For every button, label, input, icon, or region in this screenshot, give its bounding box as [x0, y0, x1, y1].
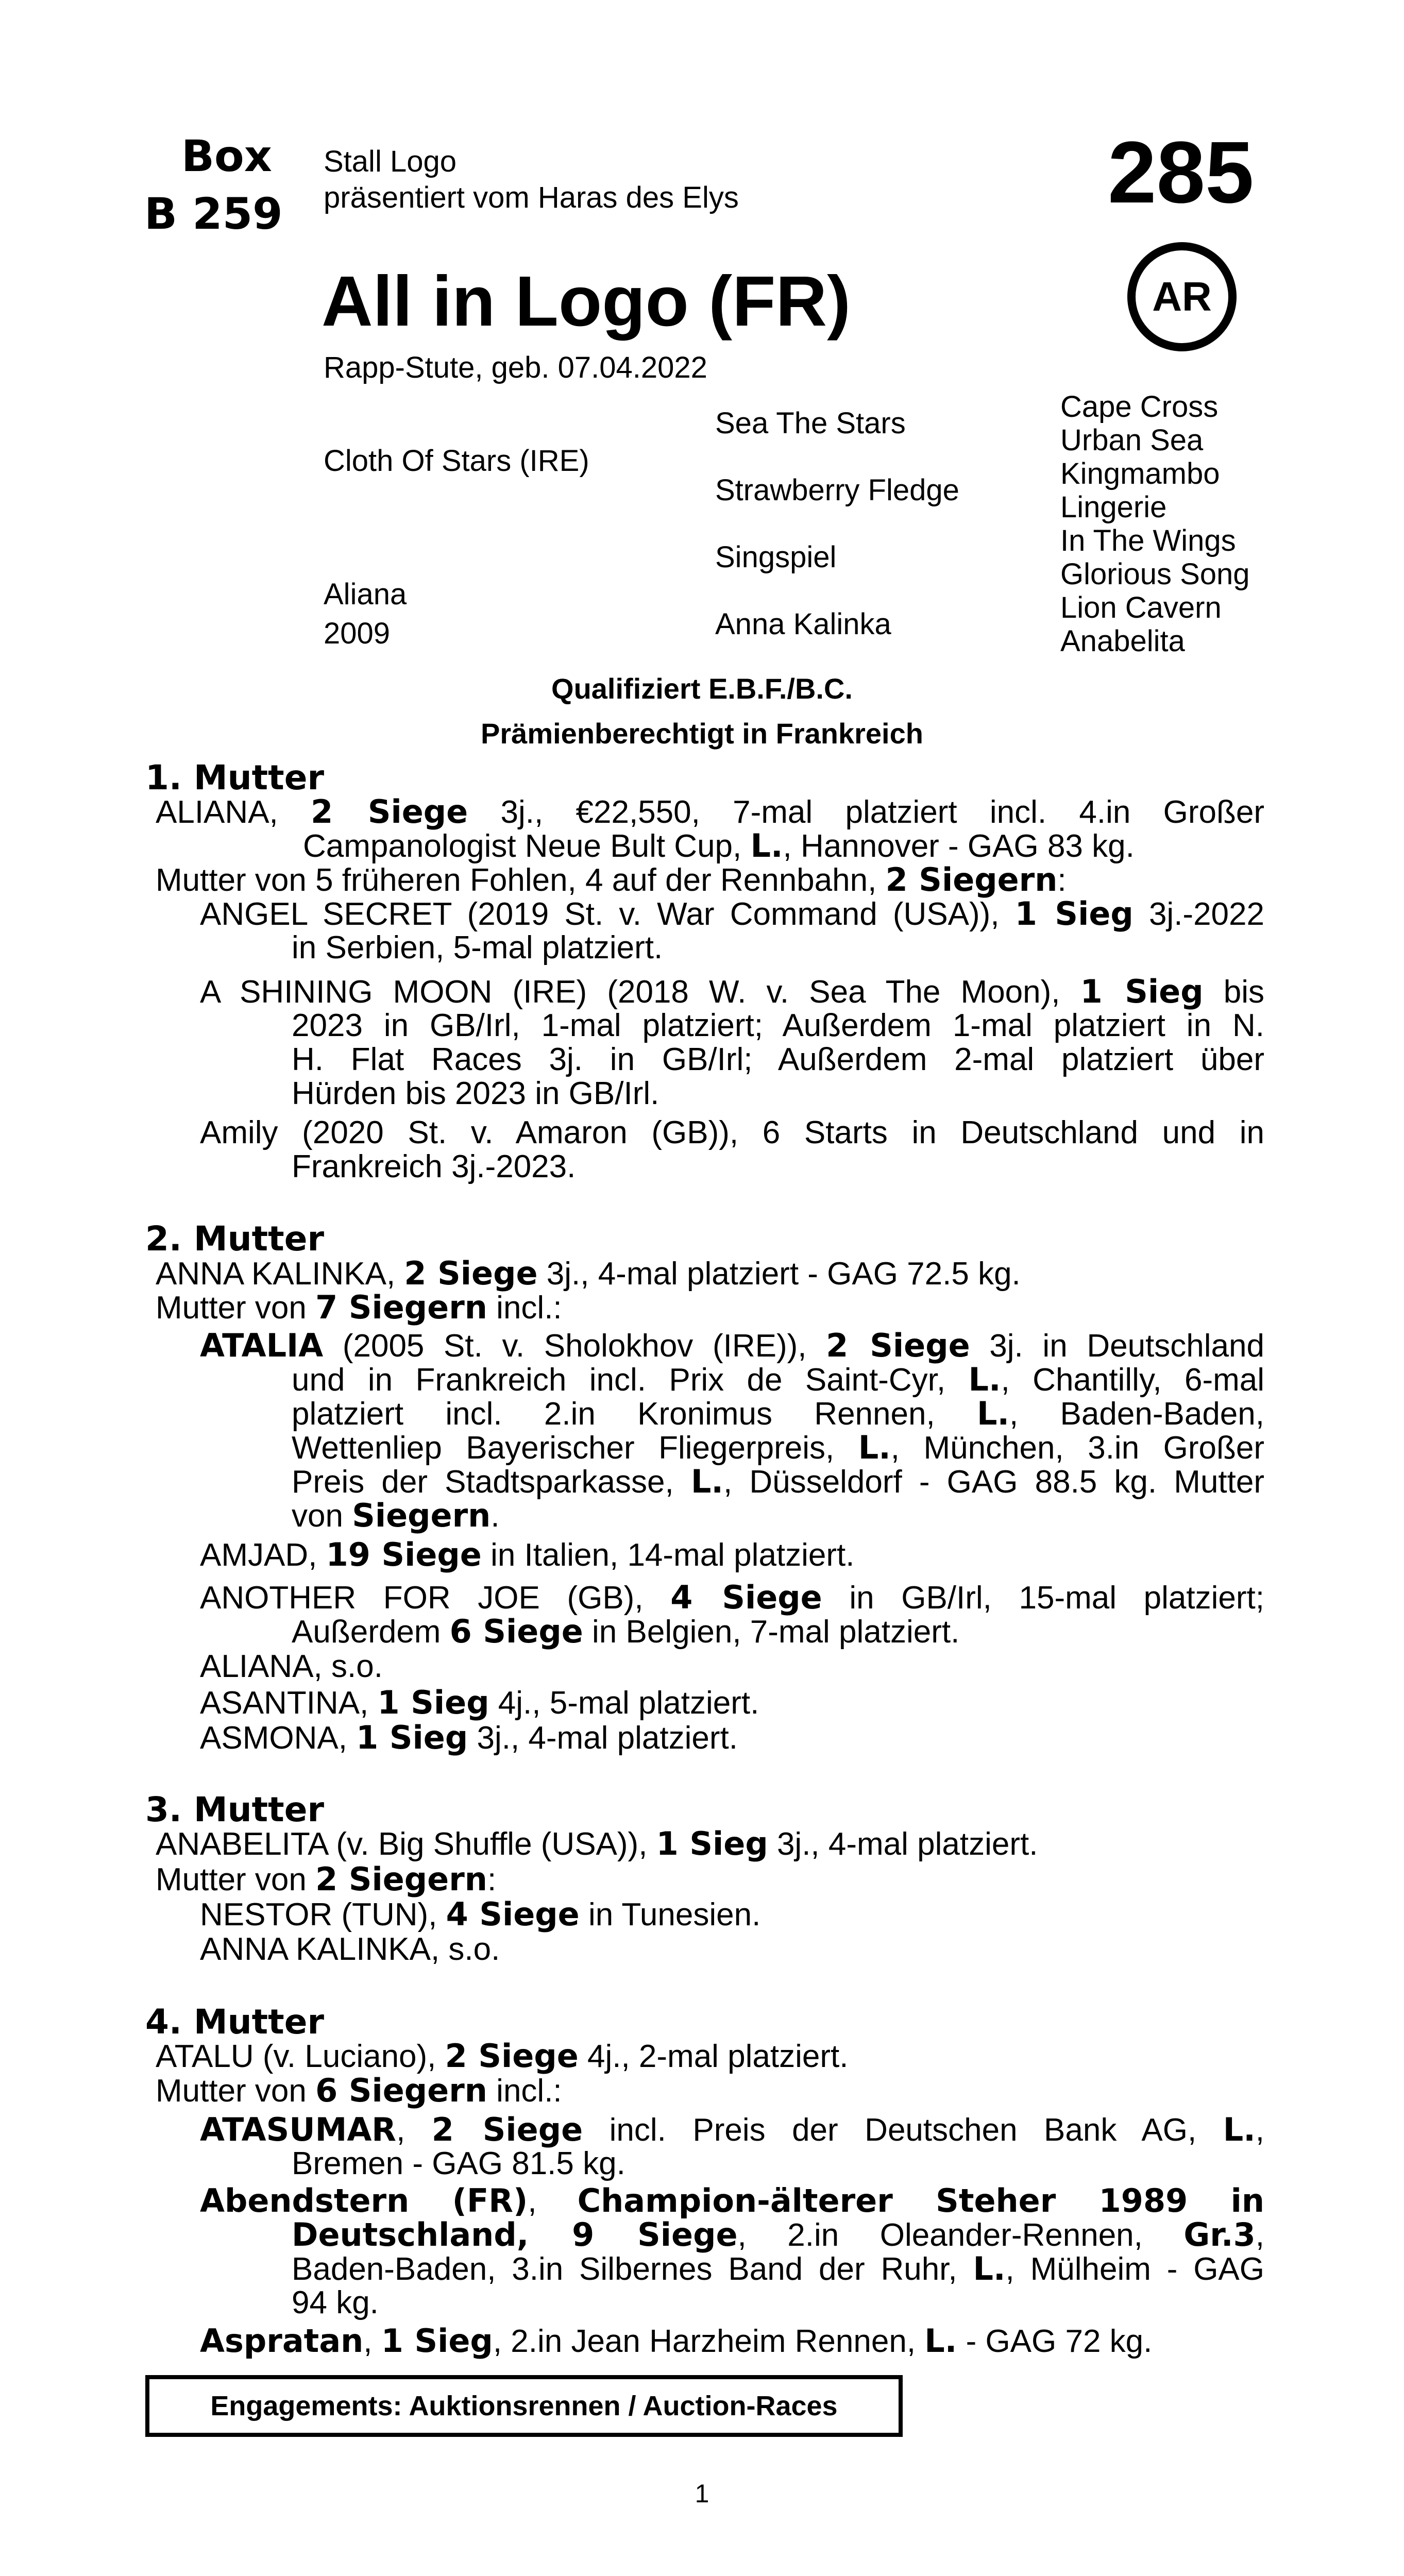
pedigree-great-grandparent: In The Wings	[1060, 524, 1236, 557]
text-line: Mutter von 7 Siegern incl.:	[156, 1289, 562, 1326]
horse-name: All in Logo (FR)	[322, 262, 851, 341]
text-line: 94 kg.	[292, 2285, 379, 2320]
box-label: Box	[181, 131, 272, 181]
text-line: Hürden bis 2023 in GB/Irl.	[292, 1076, 659, 1111]
text-line: platziert incl. 2.in Kronimus Rennen, L., Baden-Baden,	[292, 1395, 1264, 1432]
section-heading: 1. Mutter	[145, 758, 325, 798]
text-line: Mutter von 5 früheren Fohlen, 4 auf der Rennbahn, 2 Siegern:	[156, 861, 1067, 899]
text-line: H. Flat Races 3j. in GB/Irl; Außerdem 2-mal platziert über	[292, 1042, 1264, 1077]
pedigree-grandparent: Strawberry Fledge	[715, 473, 959, 507]
pedigree-sire: Cloth Of Stars (IRE)	[324, 444, 589, 478]
text-line: Außerdem 6 Siege in Belgien, 7-mal platziert.	[292, 1613, 960, 1650]
text-line: ALIANA, 2 Siege 3j., €22,550, 7-mal platziert incl. 4.in Großer	[156, 793, 1264, 831]
pedigree-great-grandparent: Lingerie	[1060, 490, 1167, 524]
qualification-line: Prämienberechtigt in Frankreich	[481, 717, 923, 750]
section-heading: 4. Mutter	[145, 2002, 325, 2042]
text-line: ANOTHER FOR JOE (GB), 4 Siege in GB/Irl, 15-mal platziert;	[200, 1579, 1264, 1616]
text-line: ASMONA, 1 Sieg 3j., 4-mal platziert.	[200, 1719, 738, 1756]
text-line: ANNA KALINKA, 2 Siege 3j., 4-mal platziert - GAG 72.5 kg.	[156, 1255, 1021, 1292]
pedigree-dam-year: 2009	[324, 617, 391, 650]
ar-badge-text: AR	[1152, 274, 1212, 319]
pedigree-grandparent: Singspiel	[715, 540, 837, 574]
pedigree-grandparent: Sea The Stars	[715, 406, 906, 440]
text-line: NESTOR (TUN), 4 Siege in Tunesien.	[200, 1895, 761, 1933]
text-line: Preis der Stadtsparkasse, L., Düsseldorf - GAG 88.5 kg. Mutter	[292, 1463, 1265, 1500]
pedigree-great-grandparent: Lion Cavern	[1060, 591, 1222, 624]
text-line: Abendstern (FR), Champion-älterer Steher 1989 in	[200, 2182, 1264, 2219]
consignor-name: Stall Logo	[324, 145, 456, 178]
text-line: Campanologist Neue Bult Cup, L., Hannover - GAG 83 kg.	[303, 827, 1135, 865]
text-line: Frankreich 3j.-2023.	[292, 1149, 576, 1184]
pedigree-dam: Aliana	[324, 578, 407, 611]
engagements-text: Engagements: Auktionsrennen / Auction-Races	[210, 2391, 838, 2421]
box-number: B 259	[144, 189, 283, 239]
text-line: ANGEL SECRET (2019 St. v. War Command (USA)), 1 Sieg 3j.-2022	[200, 895, 1265, 933]
text-line: A SHINING MOON (IRE) (2018 W. v. Sea The Moon), 1 Sieg bis	[200, 973, 1264, 1010]
text-line: Bremen - GAG 81.5 kg.	[292, 2146, 625, 2181]
pedigree-great-grandparent: Urban Sea	[1060, 423, 1204, 457]
pedigree-grandparent: Anna Kalinka	[715, 607, 891, 641]
text-line: ATASUMAR, 2 Siege incl. Preis der Deutschen Bank AG, L.,	[200, 2111, 1264, 2148]
section-heading: 2. Mutter	[145, 1219, 325, 1259]
pedigree-great-grandparent: Glorious Song	[1060, 557, 1250, 591]
text-line: ATALIA (2005 St. v. Sholokhov (IRE)), 2 Siege 3j. in Deutschland	[200, 1327, 1264, 1364]
lot-number: 285	[1108, 124, 1254, 222]
pedigree-great-grandparent: Anabelita	[1060, 624, 1185, 658]
engagements-box	[145, 2375, 903, 2437]
text-line: ALIANA, s.o.	[200, 1649, 383, 1684]
section-heading: 3. Mutter	[145, 1790, 325, 1829]
text-line: Mutter von 2 Siegern:	[156, 1860, 497, 1898]
ar-badge	[1127, 242, 1237, 351]
text-line: Wettenliep Bayerischer Fliegerpreis, L., München, 3.in Großer	[292, 1429, 1265, 1466]
text-line: ANABELITA (v. Big Shuffle (USA)), 1 Sieg 3j., 4-mal platziert.	[156, 1825, 1038, 1862]
text-line: ASANTINA, 1 Sieg 4j., 5-mal platziert.	[200, 1684, 759, 1721]
horse-description: Rapp-Stute, geb. 07.04.2022	[324, 351, 707, 384]
text-line: Baden-Baden, 3.in Silbernes Band der Ruhr, L., Mülheim - GAG	[292, 2250, 1264, 2287]
page-number: 1	[695, 2479, 709, 2508]
consignor-presenter: präsentiert vom Haras des Elys	[324, 181, 739, 214]
text-line: Mutter von 6 Siegern incl.:	[156, 2072, 562, 2109]
text-line: in Serbien, 5-mal platziert.	[292, 930, 663, 965]
text-line: Amily (2020 St. v. Amaron (GB)), 6 Starts in Deutschland und in	[200, 1115, 1264, 1150]
text-line: und in Frankreich incl. Prix de Saint-Cyr, L., Chantilly, 6-mal	[292, 1361, 1264, 1398]
qualification-line: Qualifiziert E.B.F./B.C.	[551, 672, 853, 705]
text-line: Aspratan, 1 Sieg, 2.in Jean Harzheim Rennen, L. - GAG 72 kg.	[200, 2322, 1153, 2360]
text-line: ANNA KALINKA, s.o.	[200, 1931, 500, 1967]
pedigree-great-grandparent: Cape Cross	[1060, 390, 1219, 423]
text-line: AMJAD, 19 Siege in Italien, 14-mal platziert.	[200, 1536, 855, 1573]
pedigree-great-grandparent: Kingmambo	[1060, 457, 1220, 490]
text-line: ATALU (v. Luciano), 2 Siege 4j., 2-mal platziert.	[156, 2037, 849, 2075]
text-line: von Siegern.	[292, 1497, 500, 1534]
text-line: Deutschland, 9 Siege, 2.in Oleander-Rennen, Gr.3,	[292, 2216, 1264, 2253]
text-line: 2023 in GB/Irl, 1-mal platziert; Außerdem 1-mal platziert in N.	[292, 1008, 1264, 1043]
